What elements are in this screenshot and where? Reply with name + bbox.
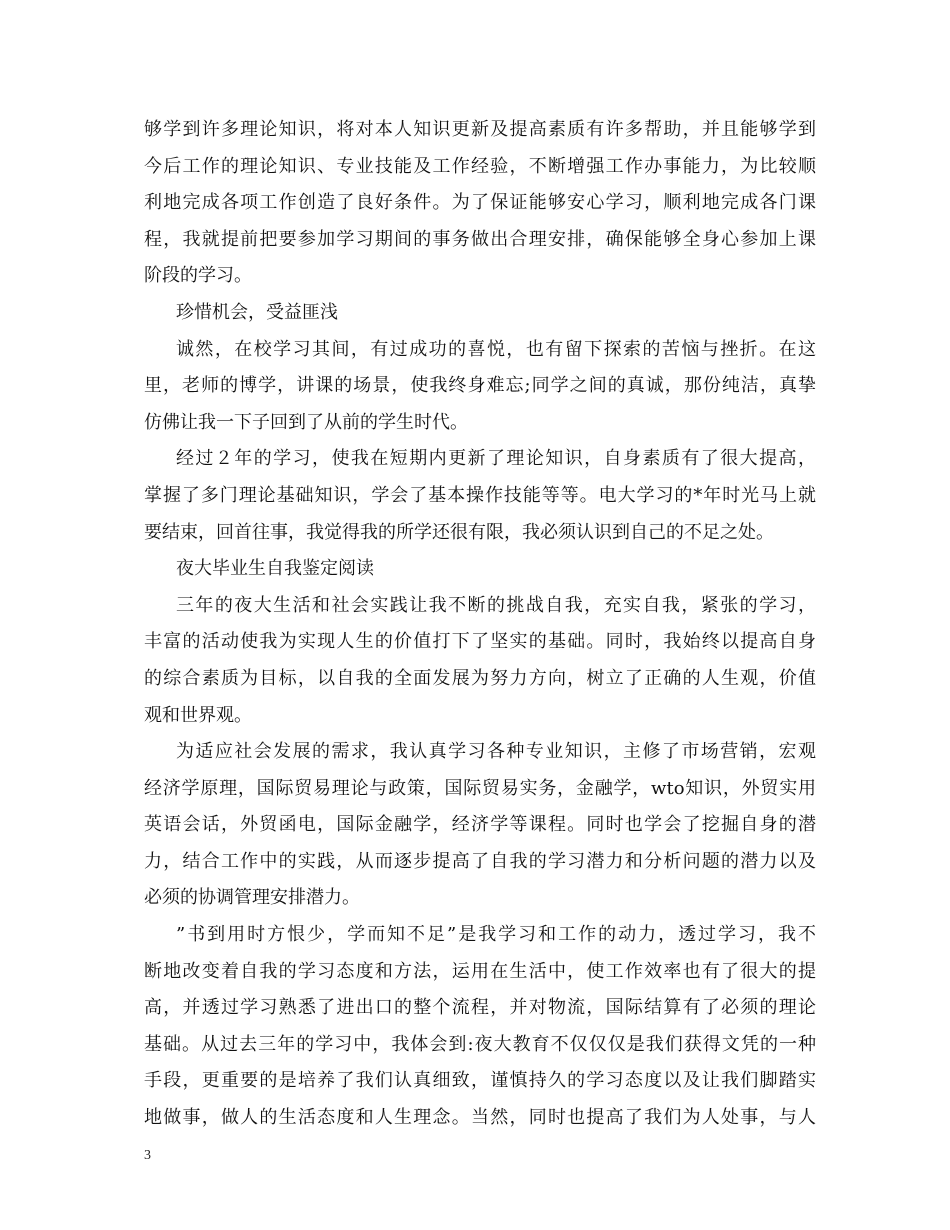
text-line: 经济学原理，国际贸易理论与政策，国际贸易实务，金融学，wto知识，外贸实用 <box>144 777 816 799</box>
text-line: ”书到用时方恨少，学而知不足”是我学习和工作的动力，透过学习，我不 <box>176 924 816 946</box>
text-line: 利地完成各项工作创造了良好条件。为了保证能够安心学习，顺利地完成各门课 <box>144 192 816 214</box>
text-line: 地做事，做人的生活态度和人生理念。当然，同时也提高了我们为人处事，与人 <box>144 1107 816 1129</box>
text-line: 英语会话，外贸函电，国际金融学，经济学等课程。同时也学会了挖掘自身的潜 <box>144 814 816 836</box>
text-line: 高，并透过学习熟悉了进出口的整个流程，并对物流，国际结算有了必须的理论 <box>144 997 816 1019</box>
text-line: 基础。从过去三年的学习中，我体会到:夜大教育不仅仅仅是我们获得文凭的一种 <box>144 1033 816 1055</box>
text-line: 手段，更重要的是培养了我们认真细致，谨慎持久的学习态度以及让我们脚踏实 <box>144 1070 816 1092</box>
text-line: 阶段的学习。 <box>144 265 252 287</box>
text-line: 的综合素质为目标，以自我的全面发展为努力方向，树立了正确的人生观，价值 <box>144 667 816 689</box>
text-line: 珍惜机会，受益匪浅 <box>176 301 338 323</box>
page-number: 3 <box>144 1148 151 1163</box>
text-line: 断地改变着自我的学习态度和方法，运用在生活中，使工作效率也有了很大的提 <box>144 960 816 982</box>
text-line: 程，我就提前把要参加学习期间的事务做出合理安排，确保能够全身心参加上课 <box>144 228 816 250</box>
text-line: 诚然，在校学习其间，有过成功的喜悦，也有留下探索的苦恼与挫折。在这 <box>176 338 816 360</box>
text-line: 三年的夜大生活和社会实践让我不断的挑战自我，充实自我，紧张的学习， <box>176 594 816 616</box>
text-line: 要结束，回首往事，我觉得我的所学还很有限，我必须认识到自己的不足之处。 <box>144 521 774 543</box>
text-line: 经过２年的学习，使我在短期内更新了理论知识，自身素质有了很大提高， <box>176 448 816 470</box>
text-line: 为适应社会发展的需求，我认真学习各种专业知识，主修了市场营销，宏观 <box>176 741 816 763</box>
text-line: 掌握了多门理论基础知识，学会了基本操作技能等等。电大学习的*年时光马上就 <box>144 484 816 506</box>
text-line: 仿佛让我一下子回到了从前的学生时代。 <box>144 411 468 433</box>
text-line: 必须的协调管理安排潜力。 <box>144 887 360 909</box>
text-line: 丰富的活动使我为实现人生的价值打下了坚实的基础。同时，我始终以提高自身 <box>144 631 816 653</box>
document-body <box>144 112 816 1137</box>
text-line: 夜大毕业生自我鉴定阅读 <box>176 558 374 580</box>
text-line: 里，老师的博学，讲课的场景，使我终身难忘;同学之间的真诚，那份纯洁，真挚 <box>144 375 816 397</box>
text-line: 今后工作的理论知识、专业技能及工作经验，不断增强工作办事能力，为比较顺 <box>144 155 816 177</box>
text-line: 观和世界观。 <box>144 704 252 726</box>
text-line: 力，结合工作中的实践，从而逐步提高了自我的学习潜力和分析问题的潜力以及 <box>144 850 816 872</box>
text-line: 够学到许多理论知识，将对本人知识更新及提高素质有许多帮助，并且能够学到 <box>144 119 816 140</box>
